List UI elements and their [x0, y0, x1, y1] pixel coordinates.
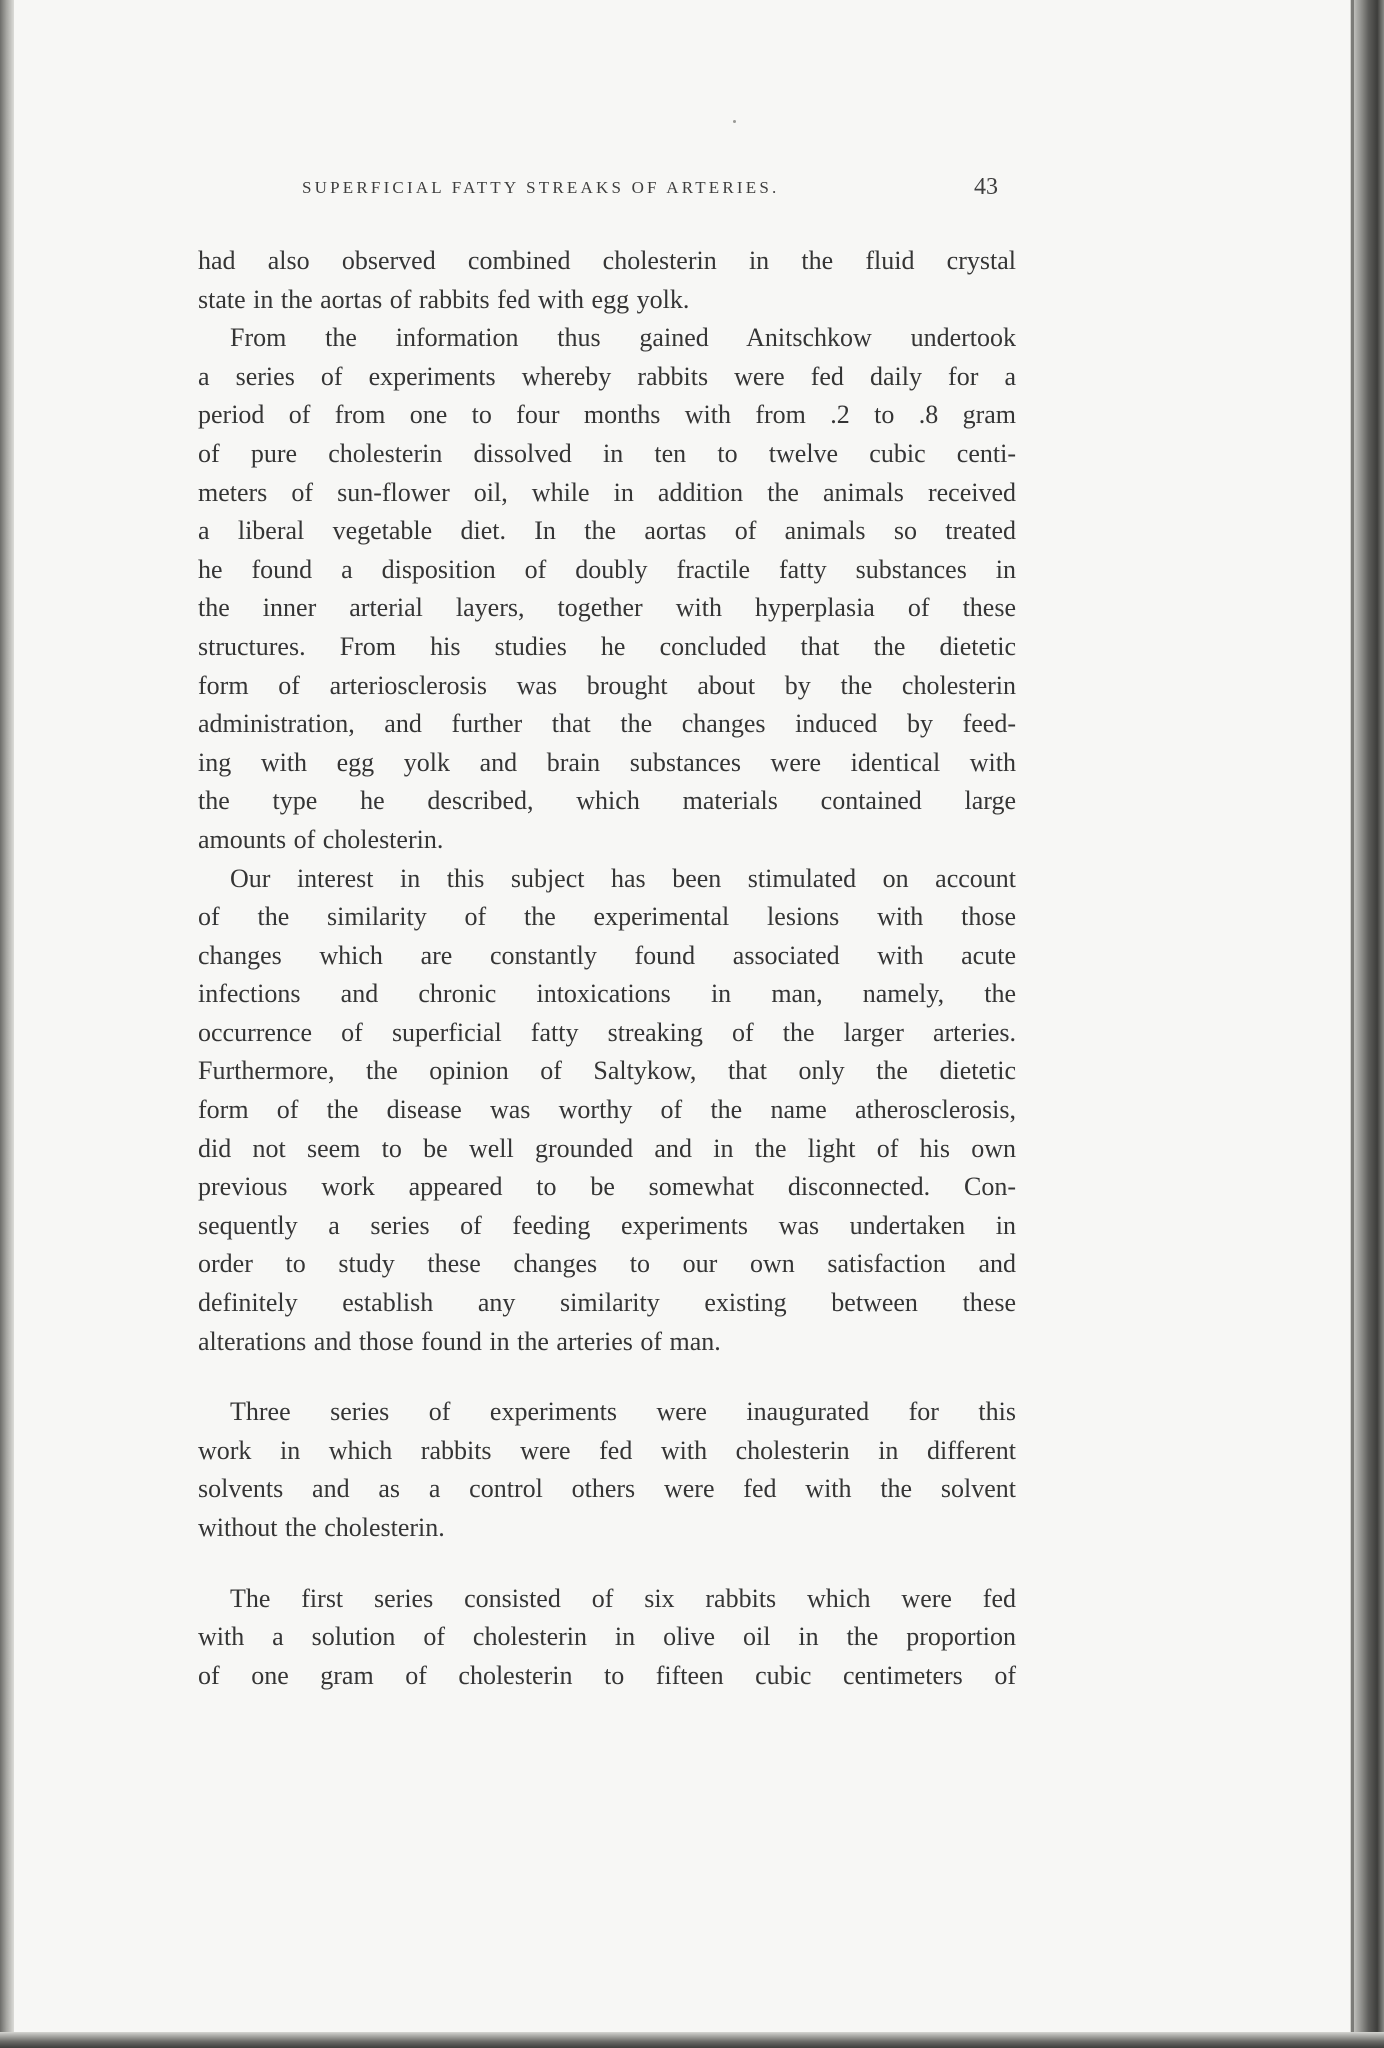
text-line: the inner arterial layers, together with hyperplasia of these	[198, 593, 1016, 623]
running-head	[198, 172, 1016, 208]
text-line: changes which are constantly found associated with acute	[198, 940, 1016, 970]
paper-speck	[733, 120, 736, 123]
text-line: meters of sun-flower oil, while in addition the animals received	[198, 477, 1016, 507]
text-line: previous work appeared to be somewhat disconnected. Con-	[198, 1172, 1016, 1202]
text-line: of the similarity of the experimental lesions with those	[198, 902, 1016, 932]
text-line: a series of experiments whereby rabbits were fed daily for a	[198, 361, 1016, 391]
paragraph-3	[198, 860, 1016, 1362]
text-line: solvents and as a control others were fed with the solvent	[198, 1474, 1016, 1504]
text-line: did not seem to be well grounded and in the light of his own	[198, 1133, 1016, 1163]
text-line: order to study these changes to our own satisfaction and	[198, 1249, 1016, 1279]
text-line: with a solution of cholesterin in olive oil in the proportion	[198, 1622, 1016, 1652]
text-line: Furthermore, the opinion of Saltykow, that only the dietetic	[198, 1056, 1016, 1086]
text-line: From the information thus gained Anitschkow undertook	[230, 323, 1016, 353]
text-line: infections and chronic intoxications in man, namely, the	[198, 979, 1016, 1009]
paragraph-gap	[198, 1548, 1016, 1580]
paragraph-5	[198, 1580, 1016, 1696]
text-line: Our interest in this subject has been stimulated on account	[230, 863, 1016, 893]
page-number: 43	[974, 174, 998, 200]
text-line: alterations and those found in the arteries of man.	[198, 1326, 721, 1356]
text-line: sequently a series of feeding experiments was undertaken in	[198, 1210, 1016, 1240]
right-binding-edge	[1350, 0, 1384, 2048]
text-line: of pure cholesterin dissolved in ten to twelve cubic centi-	[198, 438, 1016, 468]
text-line: Three series of experiments were inaugurated for this	[230, 1397, 1016, 1427]
paragraph-gap	[198, 1361, 1016, 1393]
text-line: definitely establish any similarity existing between these	[198, 1288, 1016, 1318]
text-line: structures. From his studies he concluded that the dietetic	[198, 631, 1016, 661]
text-line: period of from one to four months with from .2 to .8 gram	[198, 400, 1016, 430]
text-line: the type he described, which materials contained large	[198, 786, 1016, 816]
left-page-edge	[0, 0, 14, 2048]
text-line: had also observed combined cholesterin in the fluid crystal	[198, 246, 1016, 275]
text-line: The first series consisted of six rabbits which were fed	[230, 1583, 1016, 1613]
body-text	[198, 242, 1016, 1695]
paragraph-1	[198, 242, 1016, 319]
text-line: he found a disposition of doubly fractile fatty substances in	[198, 554, 1016, 584]
text-line: amounts of cholesterin.	[198, 824, 444, 854]
text-line: administration, and further that the changes induced by feed-	[198, 709, 1016, 739]
text-line: occurrence of superficial fatty streaking of the larger arteries.	[198, 1017, 1016, 1047]
bottom-page-edge	[0, 2032, 1384, 2048]
paragraph-4	[198, 1393, 1016, 1547]
text-line: form of the disease was worthy of the name atherosclerosis,	[198, 1095, 1016, 1125]
running-title: SUPERFICIAL FATTY STREAKS OF ARTERIES.	[302, 178, 780, 197]
text-line: a liberal vegetable diet. In the aortas of animals so treated	[198, 516, 1016, 546]
paragraph-2	[198, 319, 1016, 859]
text-line: of one gram of cholesterin to fifteen cubic centimeters of	[198, 1660, 1016, 1690]
text-line: work in which rabbits were fed with cholesterin in different	[198, 1435, 1016, 1465]
binding-fold-line	[1351, 0, 1354, 2048]
text-line: form of arteriosclerosis was brought about by the cholesterin	[198, 670, 1016, 700]
text-line: without the cholesterin.	[198, 1513, 445, 1542]
text-line: ing with egg yolk and brain substances were identical with	[198, 747, 1016, 777]
text-line: state in the aortas of rabbits fed with egg yolk.	[198, 284, 690, 314]
